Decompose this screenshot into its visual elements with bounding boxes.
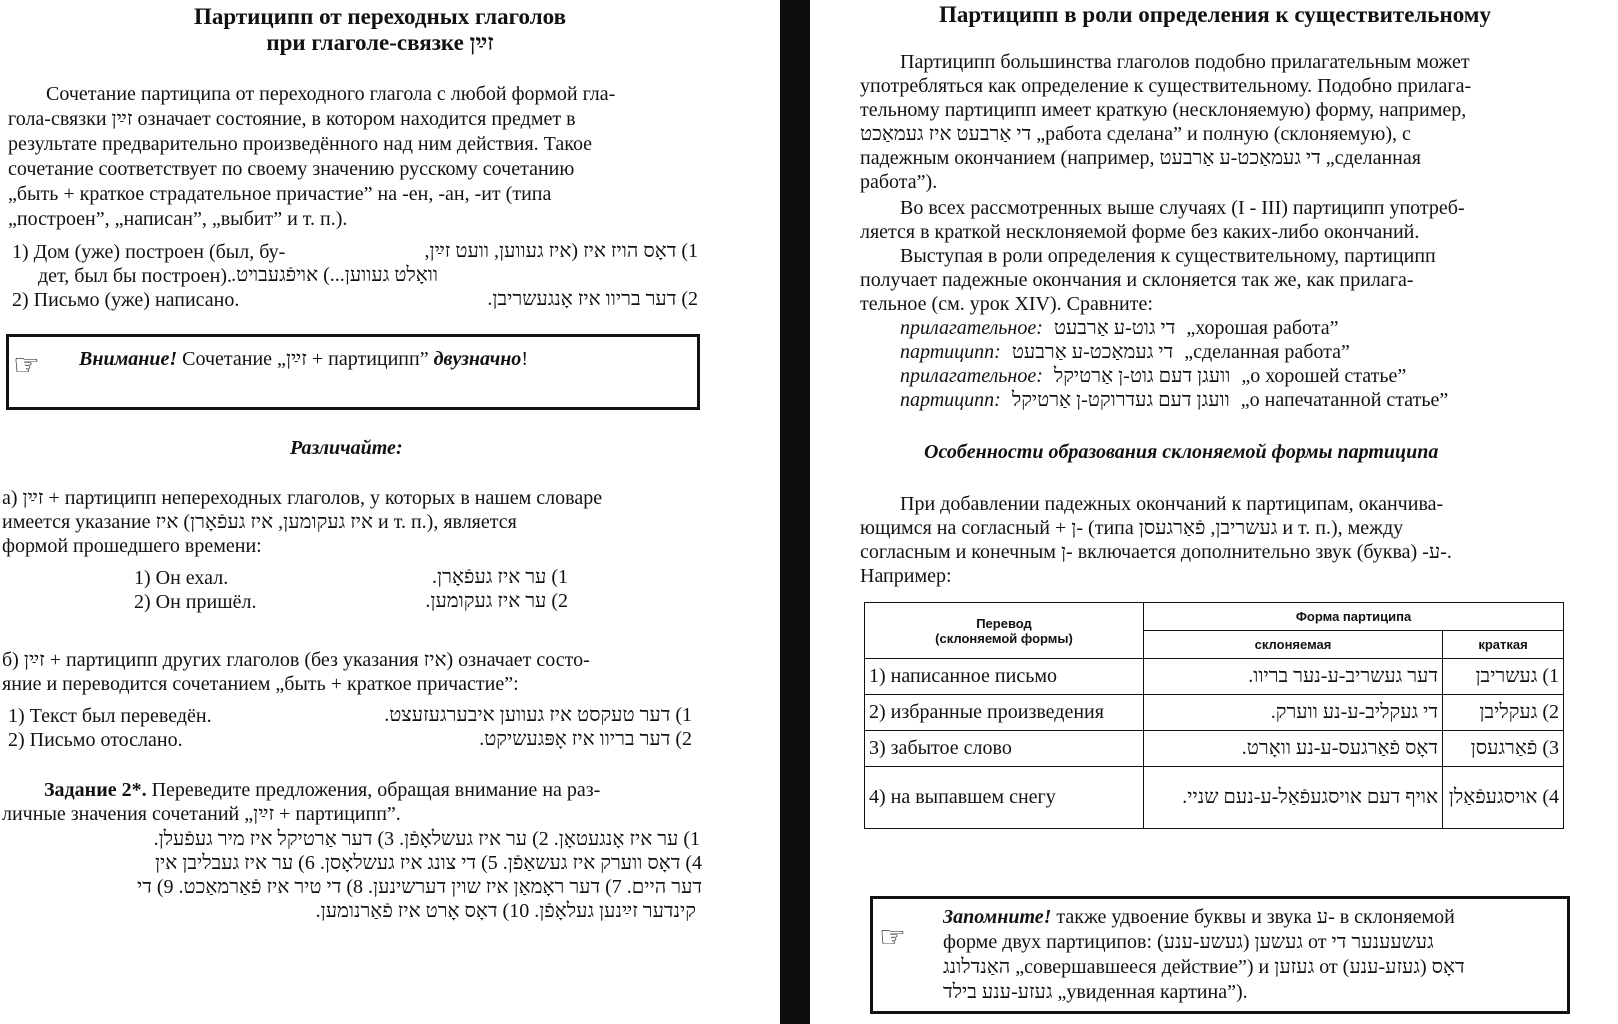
table-row xyxy=(865,767,1564,829)
para4-line: ющимся на согласный + ן- (типа געשריבן, פֿאַרגעסן и т. п.), между xyxy=(860,517,1404,539)
task-line2: личные значения сочетаний „זײַן + партиципп”. xyxy=(2,803,401,825)
attention-label: Внимание! xyxy=(79,348,178,370)
b-example2-ru: 2) Письмо отослано. xyxy=(8,729,183,751)
pointing-hand-icon: ☞ xyxy=(13,349,40,382)
header-form: Форма партиципа xyxy=(1144,603,1564,631)
intro-line: „быть + краткое страдательное причастие” на -ен, -ан, -ит (типа xyxy=(8,183,552,205)
cell-short: 3) פֿאַרגעסן xyxy=(1443,731,1564,767)
book-spine xyxy=(780,0,810,1024)
task-hebrew-line: 4) דאָס ווערק איז געשאַפֿן. 5) די צונג איז געשלאָסן. 6) ער איז געבליבן אין xyxy=(154,852,702,874)
intro-line: „построен”, „написан”, „выбит” и т. п.). xyxy=(8,208,348,230)
example1-he-a: 1) דאָס הויז איז (איז געווען, וועט זײַן, xyxy=(424,240,698,262)
left-title-line2: при глаголе-связке זײַן xyxy=(266,30,494,55)
remember-label: Запомните! xyxy=(943,906,1052,928)
b-example1-ru: 1) Текст был переведён. xyxy=(8,705,212,727)
para4-line: согласным и конечным ן- включается дополнительно звук (буква) -ע-. xyxy=(860,541,1452,563)
intro-line: результате предварительно произведённого над ним действия. Такое xyxy=(8,133,593,155)
task-line1: Переведите предложения, обращая внимание на раз- xyxy=(146,779,601,801)
attention-end: ! xyxy=(521,348,528,370)
cell-short: 1) געשריבן xyxy=(1443,659,1564,695)
attention-text xyxy=(79,347,528,372)
left-title-line1: Партиципп от переходных глаголов xyxy=(194,4,566,29)
header-declinable: склоняемая xyxy=(1144,631,1443,659)
attention-word: двузначно xyxy=(433,348,522,370)
cell-declinable: אויף דעם אויסגעפֿאַל-ע-נעם שניי. xyxy=(1144,767,1443,829)
intro-line: гола-связки זײַן означает состояние, в котором находится предмет в xyxy=(8,108,576,130)
cell-translation: 1) написанное письмо xyxy=(865,659,1144,695)
para1-line: работа”). xyxy=(860,171,938,193)
attention-body: Сочетание „זײַן + партиципп” xyxy=(182,348,434,370)
intro-line: Сочетание партиципа от переходного глагола с любой формой гла- xyxy=(46,83,616,105)
section-a-line: а) זײַן + партиципп непереходных глаголов, у которых в нашем словаре xyxy=(2,487,603,509)
task-hebrew-line: קינדער זײַנען געלאָפֿן. 10) דאָס אָרט איז פֿאַרנומען. xyxy=(315,900,696,922)
cell-declinable: דער געשריב-ע-נער בריוו. xyxy=(1144,659,1443,695)
cell-short: 4) אויסגעפֿאַלן xyxy=(1443,767,1564,829)
a-example2-ru: 2) Он пришёл. xyxy=(134,591,257,613)
task-hebrew-line: דער היים. 7) דער ראָמאַן איז שוין דערשינען. 8) די טיר איז פֿאַרמאַכט. 9) די xyxy=(136,876,702,898)
comparison-item: прилагательное: די גוט-ע אַרבעט „хорошая работа” xyxy=(900,317,1339,339)
remember-line: Запомните! также удвоение буквы и звука ע- в склоняемой xyxy=(943,906,1455,928)
remember-line: форме двух партиципов: געשען (געשע-ענע) от געשעענער די xyxy=(943,931,1434,953)
para3-line: получает падежные окончания и склоняется так же, как прилага- xyxy=(860,269,1414,291)
cell-declinable: די געקליב-ע-נע ווערק. xyxy=(1144,695,1443,731)
task-hebrew-line: 1) ער איז אָנגעטאָן. 2) ער איז געשלאָפֿן. 3) דער אַרטיקל איז מיר געפֿעלן. xyxy=(153,828,700,850)
example2-he: 2) דער בריוו איז אָנגעשריבן. xyxy=(487,288,698,310)
table-row xyxy=(865,731,1564,767)
para3-line: Выступая в роли определения к существительному, партиципп xyxy=(900,245,1436,267)
pointing-hand-icon: ☞ xyxy=(879,921,906,954)
section-a-line: имеется указание איז (איז געקומען, איז געפֿאָרן и т. п.), является xyxy=(2,511,517,533)
a-example1-ru: 1) Он ехал. xyxy=(134,567,229,589)
header-short: краткая xyxy=(1443,631,1564,659)
para1-line: Партиципп большинства глаголов подобно прилагательным может xyxy=(900,51,1470,73)
para1-line: די אַרבעט איז געמאַכט „работа сделана” и полную (склоняемую), с xyxy=(860,123,1411,145)
comparison-item: прилагательное: וועגן דעם גוט-ן אַרטיקל „о хорошей статье” xyxy=(900,365,1407,387)
participle-table xyxy=(864,602,1564,829)
table-row xyxy=(865,695,1564,731)
cell-translation: 3) забытое слово xyxy=(865,731,1144,767)
example1-ru-b: дет, был бы построен). xyxy=(38,265,233,287)
para1-line: тельному партиципп имеет краткую (несклоняемую) форму, например, xyxy=(860,99,1467,121)
b-example2-he: 2) דער בריוו איז אָפּגעשיקט. xyxy=(479,728,692,750)
para4-line: При добавлении падежных окончаний к партиципам, оканчива- xyxy=(900,493,1444,515)
comparison-item: партиципп: וועגן דעם געדרוקט-ן אַרטיקל „о напечатанной статье” xyxy=(900,389,1449,411)
section-b-line: яние и переводится сочетанием „быть + краткое причастие”: xyxy=(2,673,519,695)
remember-box xyxy=(870,896,1570,1014)
example1-he-b: וואָלט געווען...) אױפֿגעבױט. xyxy=(231,264,438,286)
para1-line: употребляться как определение к существительному. Подобно прилага- xyxy=(860,75,1472,97)
remember-line: געזע-ענע בילד „увиденная картина”). xyxy=(943,981,1248,1003)
subtitle: Особенности образования склоняемой формы партиципа xyxy=(924,441,1439,463)
cell-declinable: דאָס פֿאַרגעס-ע-נע וואָרט. xyxy=(1144,731,1443,767)
section-b-line: б) זײַן + партиципп других глаголов (без указания איז) означает состо- xyxy=(2,649,590,671)
task-heading xyxy=(44,778,600,803)
example2-ru: 2) Письмо (уже) написано. xyxy=(12,289,240,311)
para4-line: Например: xyxy=(860,565,952,587)
para1-line: падежным окончанием (например, די געמאַכט-ע אַרבעט „сделанная xyxy=(860,147,1421,169)
section-a-line: формой прошедшего времени: xyxy=(2,535,262,557)
remember-line: האַנדלונג „совершавшееся действие”) и געזען от (געזע-ענע) דאָס xyxy=(943,956,1465,978)
comparison-item: партиципп: די געמאַכט-ע אַרבעט „сделанная работа” xyxy=(900,341,1350,363)
example1-ru-a: 1) Дом (уже) построен (был, бу- xyxy=(12,241,286,263)
right-page xyxy=(812,0,1618,1024)
left-page xyxy=(0,0,778,1024)
para2-line: Во всех рассмотренных выше случаях (I - III) партиципп употреб- xyxy=(900,197,1465,219)
distinguish-heading: Различайте: xyxy=(290,437,403,459)
header-translation: Перевод (склоняемой формы) xyxy=(865,603,1144,659)
para2-line: ляется в краткой несклоняемой форме без каких-либо окончаний. xyxy=(860,221,1420,243)
cell-short: 2) געקליבן xyxy=(1443,695,1564,731)
para3-line: тельное (см. урок XIV). Сравните: xyxy=(860,293,1153,315)
b-example1-he: 1) דער טעקסט איז געווען איבערגעזעצט. xyxy=(384,704,692,726)
cell-translation: 4) на выпавшем снегу xyxy=(865,767,1144,829)
cell-translation: 2) избранные произведения xyxy=(865,695,1144,731)
intro-line: сочетание соответствует по своему значению русскому сочетанию xyxy=(8,158,575,180)
attention-box xyxy=(6,334,700,410)
a-example2-he: 2) ער איז געקומען. xyxy=(425,590,568,612)
table-row xyxy=(865,659,1564,695)
task-label: Задание 2*. xyxy=(44,779,147,801)
a-example1-he: 1) ער איז געפֿאָרן. xyxy=(432,566,568,588)
right-title: Партиципп в роли определения к существительному xyxy=(939,2,1491,27)
